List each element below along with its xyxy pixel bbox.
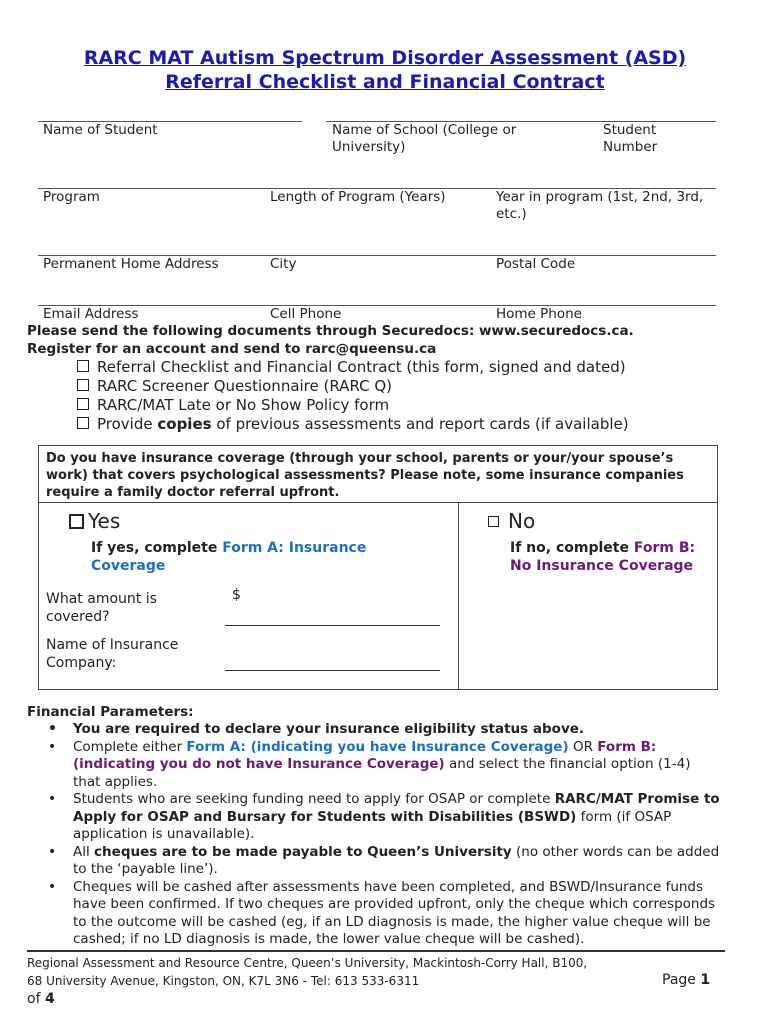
list-item: • Cheques will be cashed after assessments have been completed, and BSWD/Insurance funds have been confirmed. If two cheques are provided upfront, only the cheque which corresponds to the outcome will be cashed (eg, if an LD diagnosis is made, the higher value cheque will be cashed; if no LD diagnosis is made, the lower value cheque will be cashed). [73,879,720,949]
home-address-field[interactable]: Permanent Home Address [43,256,219,272]
no-checkbox[interactable] [488,516,499,527]
checklist-item-screener[interactable]: RARC Screener Questionnaire (RARC Q) [77,377,392,396]
yes-instruction: If yes, complete Form A: Insurance Coverage [91,540,367,574]
postal-code-field[interactable]: Postal Code [496,256,576,272]
name-of-school-field[interactable]: Name of School (College or University) [332,122,517,155]
document-title-line1: RARC MAT Autism Spectrum Disorder Assessment (ASD) [83,47,687,69]
amount-covered-input[interactable] [225,625,440,626]
length-of-program-field[interactable]: Length of Program (Years) [270,189,446,205]
footer-address-line2: 68 University Avenue, Kingston, ON, K7L 3N6 - Tel: 613 533-6311 [27,974,420,988]
checkbox-icon[interactable] [77,360,89,372]
financial-list [55,721,720,949]
checkbox-icon[interactable] [77,379,89,391]
insurance-question-cell [39,446,717,503]
documents-intro-line1: Please send the following documents through Securedocs: www.securedocs.ca. [27,323,634,339]
list-item: • All cheques are to be made payable to Queen’s University (no other words can be added to the ‘payable line’). [73,844,720,879]
student-number-field[interactable]: Student Number [603,122,658,155]
page-indicator: Page 1 [662,972,711,988]
yes-option[interactable]: Yes [69,509,120,533]
email-field[interactable]: Email Address [43,306,139,322]
footer-address-line1: Regional Assessment and Resource Centre, Queen’s University, Mackintosh-Corry Hall, B100, [27,956,588,970]
documents-intro-line2: Register for an account and send to rarc@queensu.ca [27,341,437,357]
no-instruction: If no, complete Form B: No Insurance Coverage [510,540,696,574]
amount-covered-label: What amount is covered? [46,591,157,625]
checkbox-icon[interactable] [77,398,89,410]
insurance-column-divider [458,503,459,690]
document-title-line2: Referral Checklist and Financial Contract [165,71,605,93]
checklist-item-previous-assessments[interactable]: Provide copies of previous assessments and report cards (if available) [77,415,629,434]
year-in-program-field[interactable]: Year in program (1st, 2nd, 3rd, etc.) [496,189,704,222]
cell-phone-field[interactable]: Cell Phone [270,306,342,322]
insurance-company-input[interactable] [225,670,440,671]
underline-contact-row [38,305,716,306]
home-phone-field[interactable]: Home Phone [496,306,582,322]
form-b-link[interactable]: Form B: No Insurance Coverage [510,540,696,574]
checkbox-icon[interactable] [77,417,89,429]
insurance-company-label: Name of Insurance Company: [46,637,179,671]
financial-heading: Financial Parameters: [27,704,194,720]
list-item: • Complete either Form A: (indicating you have Insurance Coverage) OR Form B: (indicating you do not have Insurance Coverage) and select the financial option (1-4) that applies. [73,739,720,792]
no-option[interactable]: No [488,509,535,533]
program-field[interactable]: Program [43,189,100,205]
footer-divider [27,950,725,952]
city-field[interactable]: City [270,256,297,272]
page-total: of 4 [27,991,55,1007]
list-item: • You are required to declare your insurance eligibility status above. [73,721,720,739]
yes-checkbox[interactable] [69,514,84,529]
form-a-link[interactable]: Form A: Insurance Coverage [91,540,367,574]
checklist-item-referral[interactable]: Referral Checklist and Financial Contract (this form, signed and dated) [77,358,626,377]
amount-currency: $ [232,587,241,603]
name-of-student-field[interactable]: Name of Student [43,122,158,138]
checklist-item-no-show-policy[interactable]: RARC/MAT Late or No Show Policy form [77,396,389,415]
list-item: • Students who are seeking funding need to apply for OSAP or complete RARC/MAT Promise to Apply for OSAP and Bursary for Students with Disabilities (BSWD) form (if OSAP application is unavailable). [73,791,720,844]
insurance-question: Do you have insurance coverage (through your school, parents or your/your spouse’s work) that covers psychological assessments? Please note, some insurance companies require a family doctor referral upfront. [46,451,684,500]
